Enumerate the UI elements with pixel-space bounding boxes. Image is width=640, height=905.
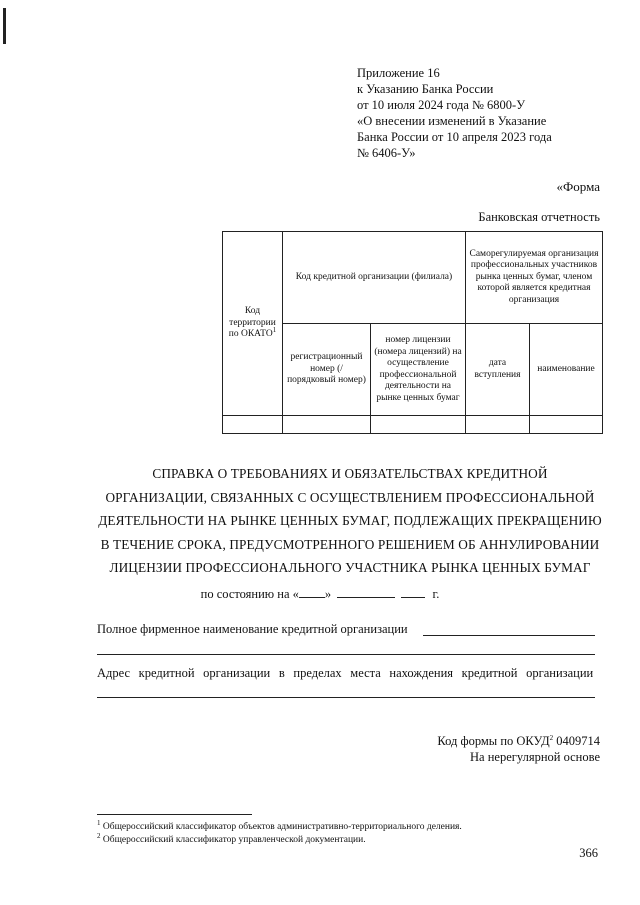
title-line: ОРГАНИЗАЦИИ, СВЯЗАННЫХ С ОСУЩЕСТВЛЕНИЕМ ПРОФЕССИОНАЛЬНОЙ (105, 489, 595, 505)
sro-header: Саморегулируемая организация профессиональных участников рынка ценных бумаг, членом которой является кредитная организация (466, 232, 603, 324)
year-field[interactable] (401, 586, 425, 598)
reg-number-header: регистрационный номер (/ порядковый номер) (283, 324, 371, 416)
appendix-line: Приложение 16 (357, 66, 440, 80)
footnote-2: $^2$ Общероссийский классификатор управленческой документации. (97, 831, 366, 845)
appendix-line: № 6406-У» (357, 146, 416, 160)
footnote-divider (97, 814, 252, 815)
page-number: 366 (579, 846, 598, 860)
as-of-suffix: г. (432, 587, 440, 601)
appendix-block (357, 65, 617, 161)
as-of-date-line (0, 586, 640, 602)
title-line: В ТЕЧЕНИЕ СРОКА, ПРЕДУСМОТРЕННОГО РЕШЕНИЕМ ОБ АННУЛИРОВАНИИ (100, 536, 600, 552)
okud-line: Код формы по ОКУД$^2$ 0409714 (437, 733, 600, 748)
license-number-header: номер лицензии (номера лицензий) на осуществление профессиональной деятельности на рынке ценных бумаг (371, 324, 466, 416)
footnote-1: $^1$ Общероссийский классификатор объектов административно-территориального деления. (97, 818, 462, 832)
reporting-type: Банковская отчетность (478, 210, 600, 224)
full-name-field-cont[interactable] (97, 654, 595, 655)
table-cell-empty[interactable] (530, 416, 603, 434)
title-line: ДЕЯТЕЛЬНОСТИ НА РЫНКЕ ЦЕННЫХ БУМАГ, ПОДЛЕЖАЩИХ ПРЕКРАЩЕНИЮ (98, 513, 602, 528)
address-label: Адрес кредитной организации в пределах места нахождения кредитной организации (97, 666, 594, 680)
page-edge-mark (3, 8, 6, 44)
table-cell-empty[interactable] (371, 416, 466, 434)
appendix-line: «О внесении изменений в Указание (357, 114, 547, 128)
appendix-line: Банка России от 10 апреля 2023 года (357, 130, 552, 144)
full-name-label: Полное фирменное наименование кредитной организации (97, 622, 408, 636)
footnote-mark: 2 (549, 733, 554, 742)
table-cell-empty[interactable] (223, 416, 283, 434)
address-field[interactable] (97, 697, 595, 698)
title-line: ЛИЦЕНЗИИ ПРОФЕССИОНАЛЬНОГО УЧАСТНИКА РЫНКА ЦЕННЫХ БУМАГ (109, 560, 591, 575)
document-title (60, 462, 640, 580)
appendix-line: от 10 июля 2024 года № 6800-У (357, 98, 526, 112)
name-header: наименование (530, 324, 603, 416)
okud-code: 0409714 (556, 734, 600, 748)
full-name-field[interactable] (423, 635, 595, 636)
title-line: СПРАВКА О ТРЕБОВАНИЯХ И ОБЯЗАТЕЛЬСТВАХ КРЕДИТНОЙ (152, 466, 548, 481)
entry-date-header: дата вступления (466, 324, 530, 416)
okud-block (437, 733, 600, 765)
footnote-mark: 1 (272, 326, 277, 335)
day-field[interactable] (299, 586, 325, 598)
form-label: «Форма (556, 179, 600, 194)
as-of-prefix: по состоянию на « (200, 587, 299, 601)
credit-org-code-header: Код кредитной организации (филиала) (283, 232, 466, 324)
table-cell-empty[interactable] (283, 416, 371, 434)
okato-header: Код территории по ОКАТО$^1$ (223, 232, 283, 416)
appendix-line: к Указанию Банка России (357, 82, 494, 96)
as-of-mid: » (324, 587, 332, 601)
month-field[interactable] (337, 586, 395, 598)
header-table (222, 231, 603, 434)
periodicity: На нерегулярной основе (470, 750, 600, 764)
table-cell-empty[interactable] (466, 416, 530, 434)
